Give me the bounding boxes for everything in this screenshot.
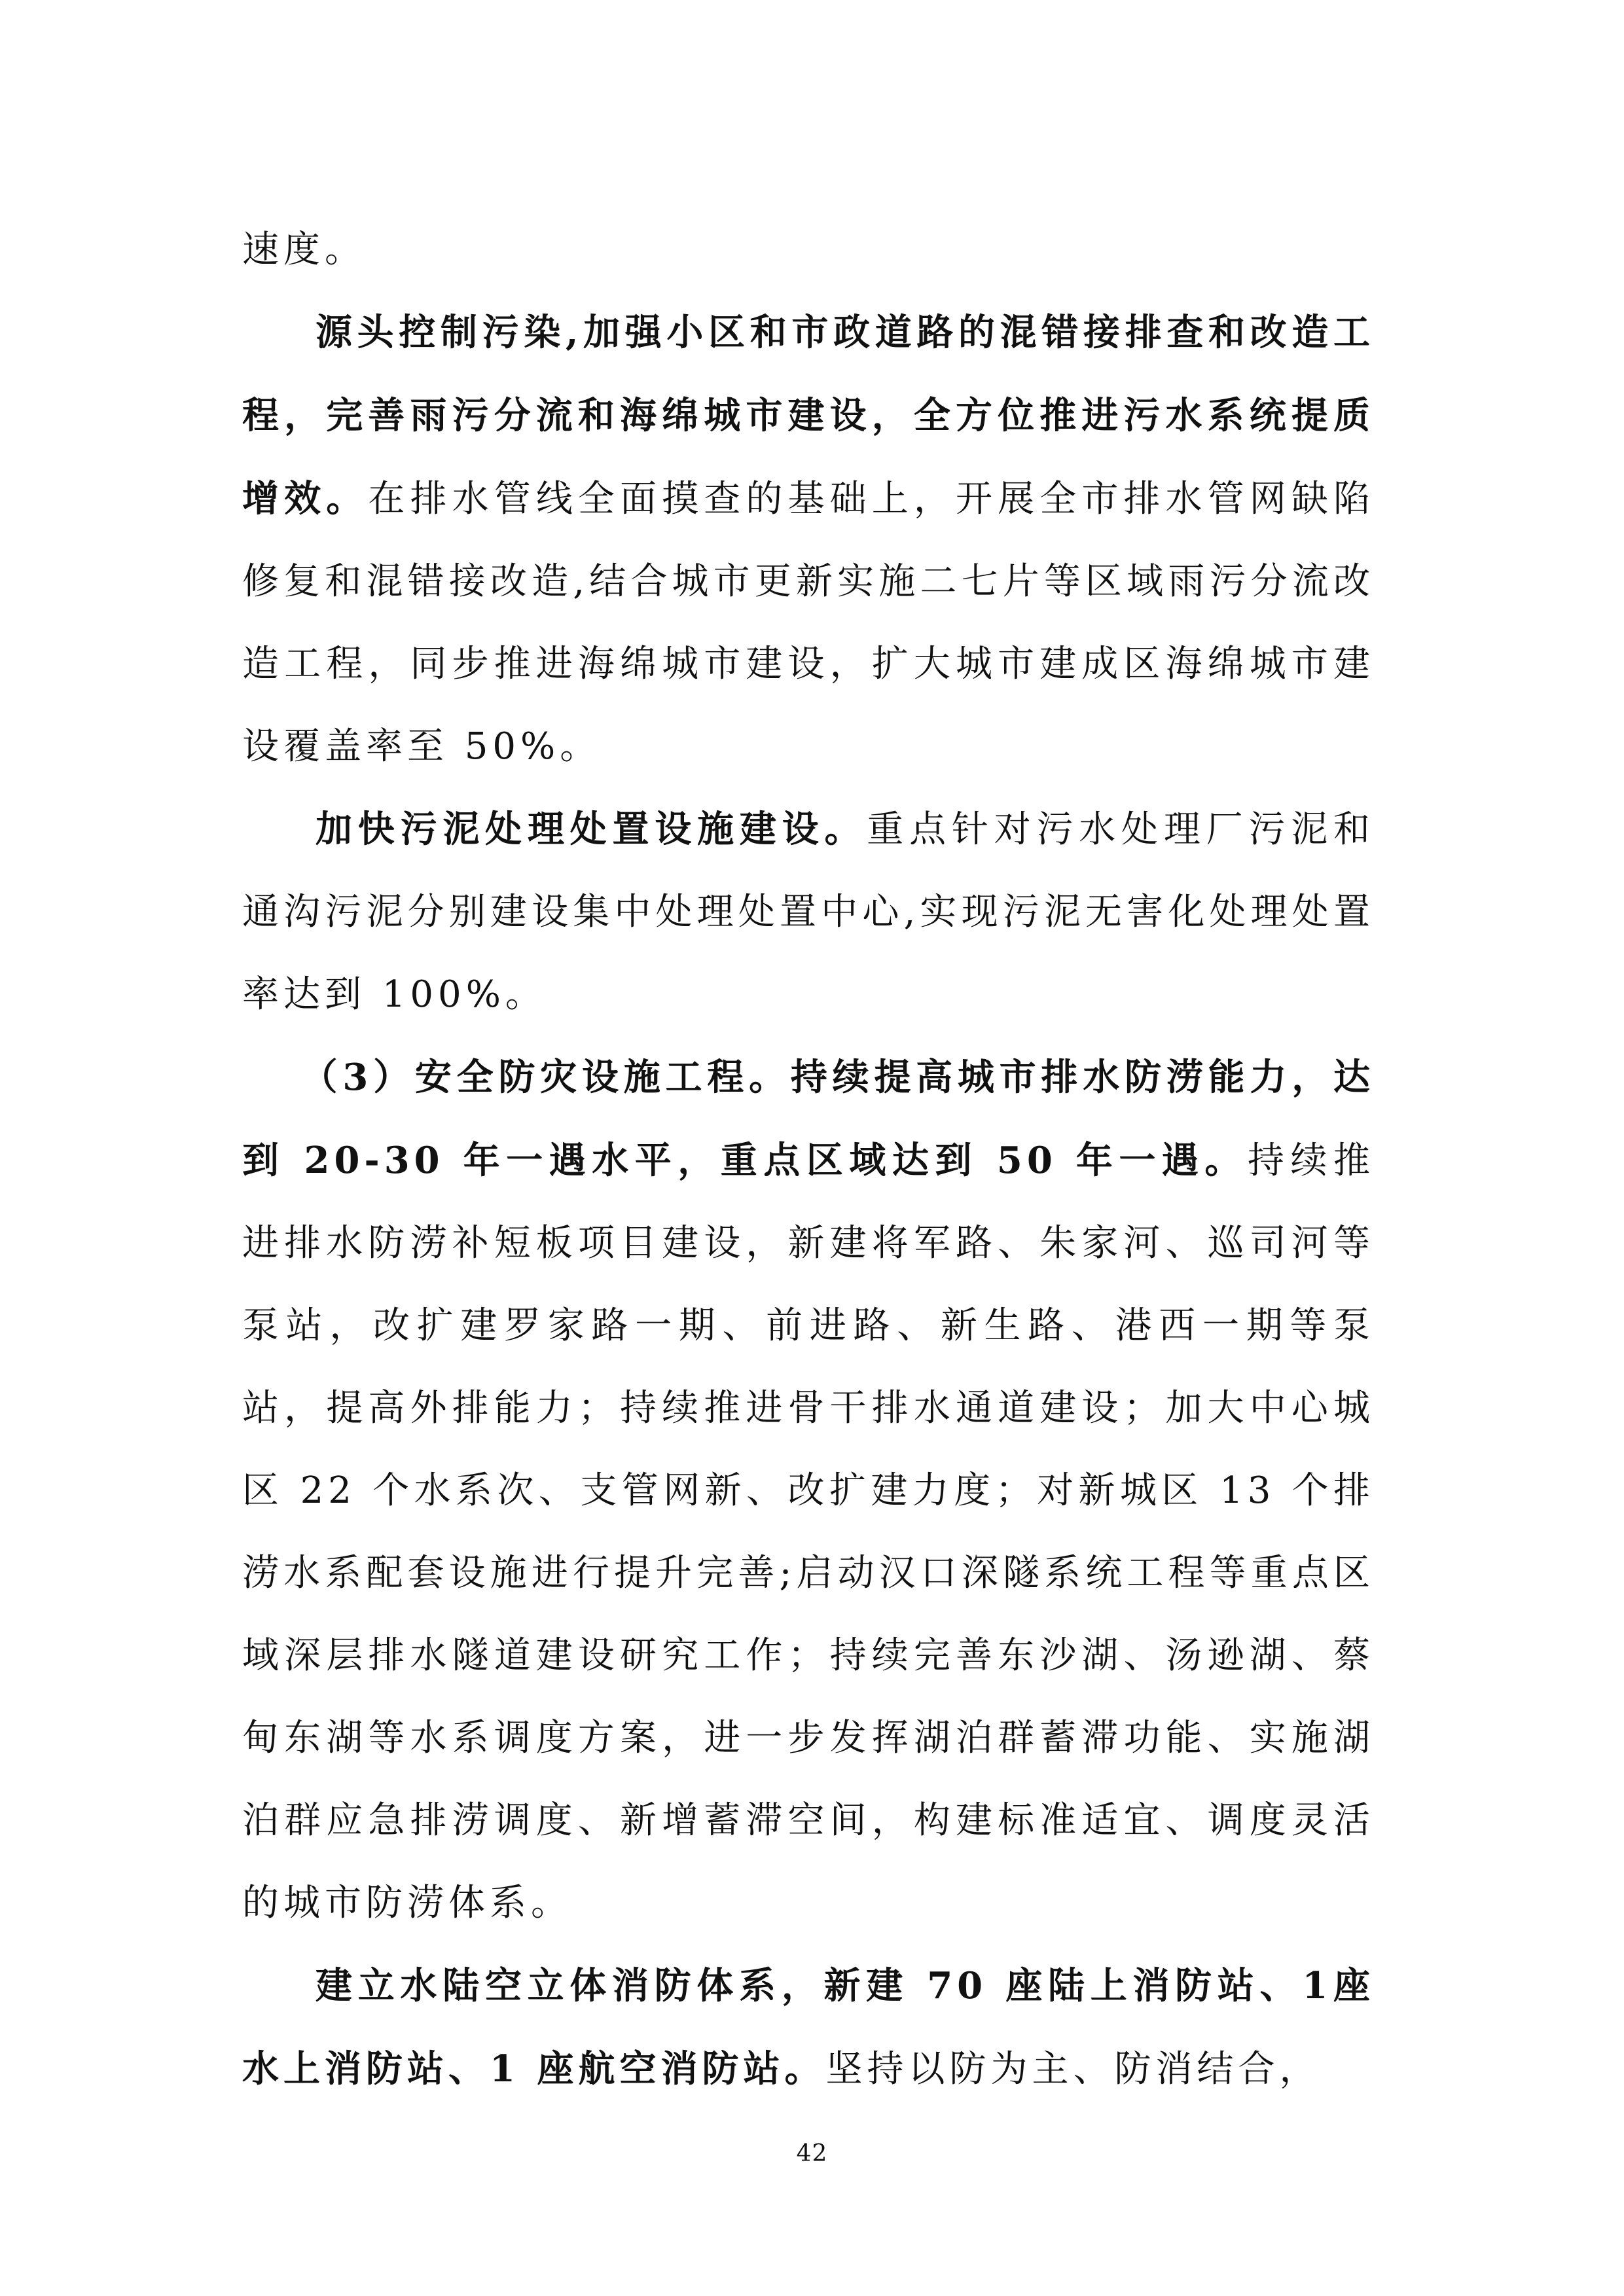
paragraph-sludge-treatment (242, 788, 1375, 1036)
paragraph-lead: 源头控制污染,加强小区和市政道路的混错接排查和改造工程，完善雨污分流和海绵城市建设，全方位推进污水系统提质增效。 (242, 311, 1375, 520)
paragraph-lead: 加快污泥处理处置设施建设。 (316, 808, 867, 851)
paragraph-fire-protection (242, 1945, 1375, 2111)
paragraph-body: 持续推进排水防涝补短板项目建设，新建将军路、朱家河、巡司河等泵站，改扩建罗家路一期、前进路、新生路、港西一期等泵站，提高外排能力；持续推进骨干排水通道建设；加大中心城区 22 个水系次、支管网新、改扩建力度；对新城区 13 个排涝水系配套设施进行提升完善;启动汉口深隧系统工程等重点区域深层排水隧道建设研究工作；持续完善东沙湖、汤逊湖、蔡甸东湖等水系调度方案，进一步发挥湖泊群蓄滞功能、实施湖泊群应急排涝调度、新增蓄滞空间，构建标准适宜、调度灵活的城市防涝体系。 (242, 1139, 1375, 1924)
paragraph-body: 坚持以防为主、防消结合， (825, 2048, 1321, 2090)
document-page (242, 208, 1375, 2111)
paragraph-lead: 建立水陆空立体消防体系，新建 70 座陆上消防站、1座水上消防站、1 座航空消防站。 (242, 1964, 1375, 2090)
paragraph-disaster-prevention (242, 1036, 1375, 1945)
page-number: 42 (796, 2140, 828, 2167)
paragraph-body: 速度。 (242, 228, 366, 271)
paragraph-body: 在排水管线全面摸查的基础上，开展全市排水管网缺陷修复和混错接改造,结合城市更新实施二七片等区域雨污分流改造工程，同步推进海绵城市建设，扩大城市建成区海绵城市建设覆盖率至 50%。 (242, 478, 1375, 768)
paragraph-continuation (242, 208, 1375, 291)
paragraph-lead: （3）安全防灾设施工程。持续提高城市排水防涝能力，达到 20-30 年一遇水平，重点区域达到 50 年一遇。 (242, 1056, 1375, 1182)
paragraph-body: 重点针对污水处理厂污泥和通沟污泥分别建设集中处理处置中心,实现污泥无害化处理处置率达到 100%。 (242, 808, 1375, 1016)
paragraph-source-pollution-control (242, 291, 1375, 788)
